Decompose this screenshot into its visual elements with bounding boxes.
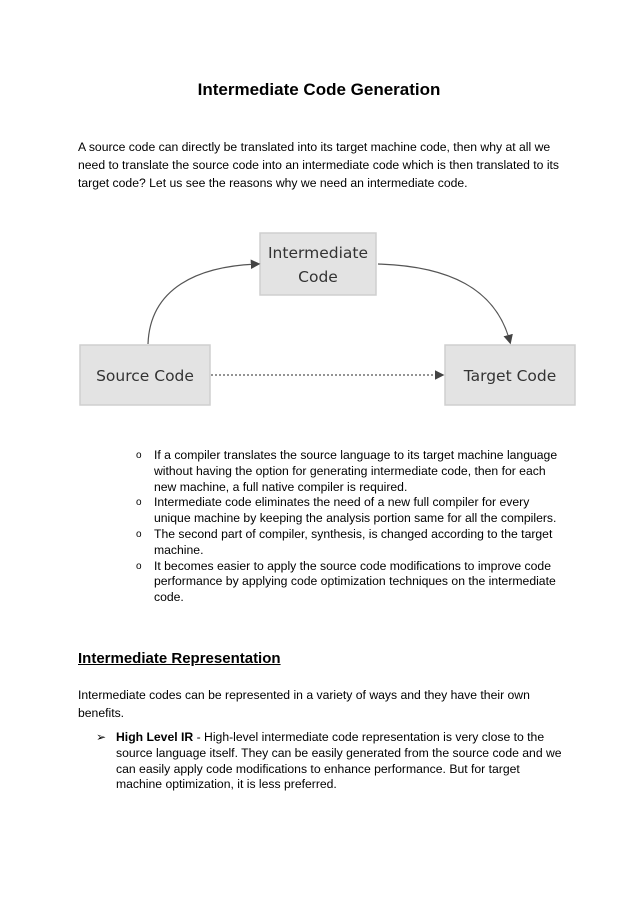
intermediate-code-box <box>260 233 376 295</box>
target-code-label: Target Code <box>463 367 557 385</box>
list-item <box>136 448 566 495</box>
section-heading: Intermediate Representation <box>78 650 281 667</box>
list-item-text: It becomes easier to apply the source code modifications to improve code performance by applying code optimization techniques on the intermediate code. <box>154 558 556 605</box>
intro-paragraph: A source code can directly be translated into its target machine code, then why at all we need to translate the source code into an intermediate code which is then translated to its target code? Let us see the reasons why we need an intermediate code. <box>78 140 560 190</box>
bullet-marker: o <box>136 450 142 461</box>
page-title: Intermediate Code Generation <box>197 80 441 99</box>
ir-list <box>96 730 566 793</box>
ir-description: - High-level intermediate code representation is very close to the source language itself. They can be easily generated from the source code and we can easily apply code modifications to enhance performance. But for target machine optimization, it is less preferred. <box>116 730 562 792</box>
list-item <box>96 730 566 793</box>
intermediate-code-label-line2: Code <box>298 268 338 286</box>
compilation-diagram <box>78 228 578 408</box>
list-item <box>136 527 566 559</box>
list-item <box>136 495 566 527</box>
source-code-box <box>80 345 210 405</box>
bullet-marker: o <box>136 528 142 540</box>
intermediate-code-label-line1: Intermediate <box>267 244 369 262</box>
bullet-marker: o <box>136 560 142 572</box>
arrow-bullet-icon: ➢ <box>96 730 107 744</box>
list-item-text: The second part of compiler, synthesis, is changed according to the target machine. <box>154 526 553 557</box>
source-code-label: Source Code <box>96 367 194 385</box>
list-item-text: If a compiler translates the source language to its target machine language without having the option for generating intermediate code, then for each new machine, a full native compiler is required. <box>154 448 558 494</box>
reasons-list <box>136 448 566 606</box>
intermediate-to-target-arrow <box>378 264 510 342</box>
ir-name: High Level IR <box>116 730 194 744</box>
section-paragraph: Intermediate codes can be represented in a variety of ways and they have their own benefits. <box>78 688 530 720</box>
list-item <box>136 559 566 606</box>
list-item-text: Intermediate code eliminates the need of a new full compiler for every unique machine by keeping the analysis portion same for all the compilers. <box>154 495 557 526</box>
target-code-box <box>445 345 575 405</box>
bullet-marker: o <box>136 497 142 509</box>
source-to-intermediate-arrow <box>148 264 258 344</box>
